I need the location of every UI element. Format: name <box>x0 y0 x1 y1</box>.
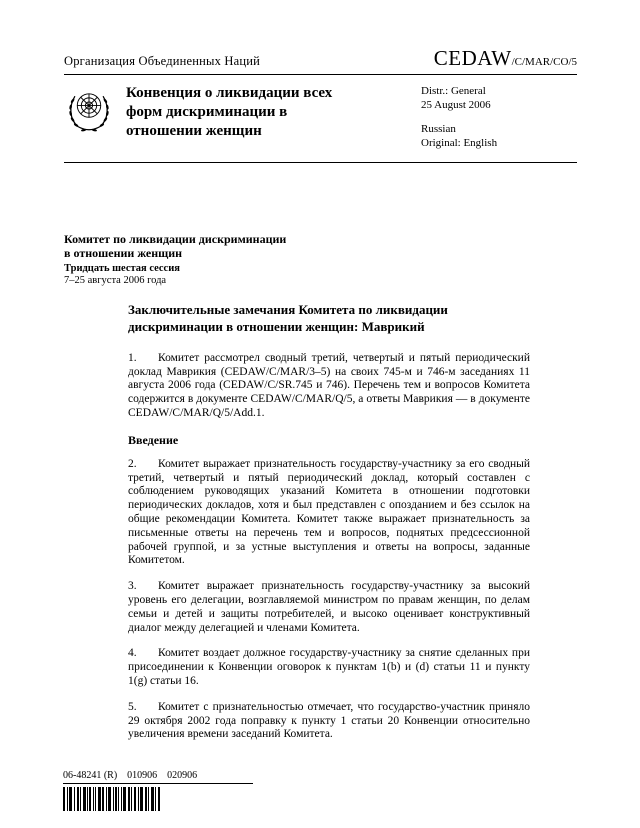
distr-original: Original: English <box>421 136 498 149</box>
document-symbol-suffix: /C/MAR/CO/5 <box>511 56 577 68</box>
paragraph-5-number: 5. <box>128 700 137 713</box>
distr-line: Distr.: General <box>421 85 486 97</box>
barcode <box>63 787 183 811</box>
paragraph-2-number: 2. <box>128 457 137 470</box>
session-dates: 7–25 августа 2006 года <box>64 275 167 287</box>
introduction-heading: Введение <box>128 432 179 447</box>
paragraph-1-number: 1. <box>128 351 137 364</box>
masthead-main-row <box>64 75 577 163</box>
footer-document-codes: 06-48241 (R) 010906 020906 <box>63 770 198 781</box>
page-footer <box>63 765 253 816</box>
paragraph-3-number: 3. <box>128 580 137 593</box>
paragraph-4-number: 4. <box>128 647 137 660</box>
masthead <box>64 46 577 163</box>
footer-rule <box>63 783 253 784</box>
committee-name-line2: в отношении женщин <box>64 246 183 261</box>
paragraph-2-text: Комитет выражает признательность государству-участнику за его сводный третий, четвертый и пятый периодический доклад, который составлен с соблюдением руководящих указаний Комитета в отношении подготовки периодических докладов, хотя и был представлен с опозданием и без ссылок на общие рекомендации Комитета. Комитет также выражает признательность за письменные ответы на перечень тем и вопросов, поднятых предсессионной рабочей группой, и за устные выступления и ответы на вопросы, заданные Комитетом. <box>128 457 530 567</box>
paragraph-4-text: Комитет воздает должное государству-участнику за снятие сделанных при присоединении к Конвенции оговорок к пунктам 1(b) и (d) статьи 11 и пункту 1(g) статьи 16. <box>128 647 530 687</box>
paragraph-3-text: Комитет выражает признательность государству-участнику за высокий уровень его делегации, возглавляемой министром по правам женщин, по делам семьи и детей и защиты потребителей, и высоко оценивает конструктивный диалог между делегацией и членами Комитета. <box>128 580 530 634</box>
distr-date: 25 August 2006 <box>421 99 491 112</box>
committee-name-line1: Комитет по ликвидации дискриминации <box>64 232 287 246</box>
committee-block <box>64 232 286 286</box>
document-symbol <box>434 46 577 71</box>
paragraph-5-text: Комитет с признательностью отмечает, что государство-участник приняло 29 октября 2002 года поправку к пункту 1 статьи 20 Конвенции относительно увеличения времени заседаний Комитета. <box>128 700 530 741</box>
document-symbol-main: CEDAW <box>433 46 512 70</box>
paragraph-2 <box>128 458 530 568</box>
paragraph-4 <box>128 647 530 688</box>
paragraph-1-text: Комитет рассмотрел сводный третий, четвертый и пятый периодический доклад Маврикия (CEDAW/C/MAR/3–5) на своих 745-м и 746-м заседаниях 11 августа 2006 года (CEDAW/C/SR.745 и 746). Перечень тем и вопросов Комитета содержится в документе CEDAW/C/MAR/Q/5, а ответы Маврикия — в документе CEDAW/C/MAR/Q/5/Add.1. <box>128 351 530 419</box>
paragraph-3 <box>128 580 530 635</box>
organization-name: Организация Объединенных Наций <box>64 54 261 68</box>
convention-title: Конвенция о ликвидации всех форм дискриминации в отношении женщин <box>126 85 333 139</box>
paragraph-1 <box>128 352 530 421</box>
barcode-container <box>63 787 253 816</box>
document-title: Заключительные замечания Комитета по ликвидации дискриминации в отношении женщин: Маврикий <box>128 302 448 334</box>
session-number: Тридцать шестая сессия <box>64 263 180 275</box>
distribution-block <box>421 84 577 150</box>
document-body <box>128 302 530 754</box>
distr-language: Russian <box>421 122 456 135</box>
paragraph-5 <box>128 701 530 742</box>
un-emblem-icon <box>64 85 116 142</box>
masthead-top-row <box>64 46 577 75</box>
